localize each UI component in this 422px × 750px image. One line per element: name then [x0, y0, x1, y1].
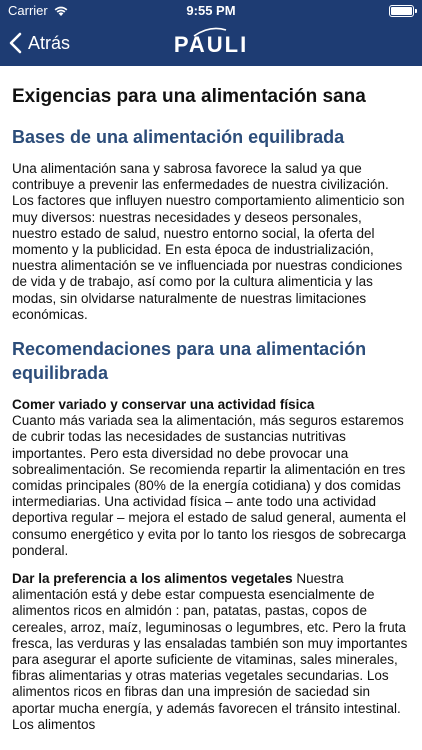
status-bar	[0, 0, 422, 22]
paragraph-text: Nuestra alimentación está y debe estar compuesta esencialmente de alimentos ricos en almidón : pan, patatas, pastas, copos de cereales, arroz, maíz, leguminosas o legumbres, etc. Pero la fruta fresca, las verduras y las ensaladas también son muy importantes para asegurar el aporte suficiente de vitaminas, sales minerales, fibras alimentarias y otras materias vegetales secundarias. Los alimentos ricos en fibras dan una impresión de saciedad sin aportar mucha energía, y además favorecen el tránsito intestinal. Los alimentos	[12, 571, 408, 732]
paragraph-text: Una alimentación sana y sabrosa favorece la salud ya que contribuye a prevenir las enfermedades de nuestra civilización. Los factores que influyen nuestro comportamiento alimenticio son muy diversos: nuestras necesidades y deseos personales, nuestro estado de salud, nuestro entorno social, la oferta del momento y la publicidad. En esta época de industrialización, nuestra alimentación se ve influenciada por nuestras condiciones de vida y de trabajo, así como por la cultura alimenticia y las modas, sin olvidarse naturalmente de nuestras limitaciones económicas.	[12, 161, 405, 322]
back-label: Atrás	[28, 32, 71, 53]
pauli-logo: PAULI	[173, 32, 249, 57]
paragraph-comer-variado	[12, 397, 410, 559]
article-content[interactable]	[0, 66, 422, 750]
section-heading-recomendaciones: Recomendaciones para una alimentación equilibrada	[12, 339, 367, 384]
paragraph-lead: Comer variado y conservar una actividad física	[12, 397, 315, 413]
status-time: 9:55 PM	[186, 3, 236, 18]
paragraph-alimentos-vegetales	[12, 571, 410, 733]
carrier-label: Carrier	[8, 3, 48, 18]
section-heading-bases: Bases de una alimentación equilibrada	[12, 127, 345, 147]
navigation-bar	[0, 0, 422, 66]
paragraph-lead: Dar la preferencia a los alimentos vegetales	[12, 571, 293, 587]
battery-icon	[389, 5, 414, 17]
page-title: Exigencias para una alimentación sana	[12, 86, 366, 107]
paragraph-text: Cuanto más variada sea la alimentación, más seguros estaremos de cubrir todas las necesidades de sustancias nutritivas importantes. Pero esta diversidad no debe provocar una sobrealimentación. Se recomienda repartir la alimentación en tres comidas principales (80% de la energía cotidiana) y dos comidas intermediarias. Una actividad física – ante todo una actividad deportiva regular – mejora el estado de salud general, aumenta el consumo energético y evita por lo tanto los riesgos de sobrecarga ponderal.	[12, 413, 406, 558]
paragraph-bases	[12, 161, 410, 323]
